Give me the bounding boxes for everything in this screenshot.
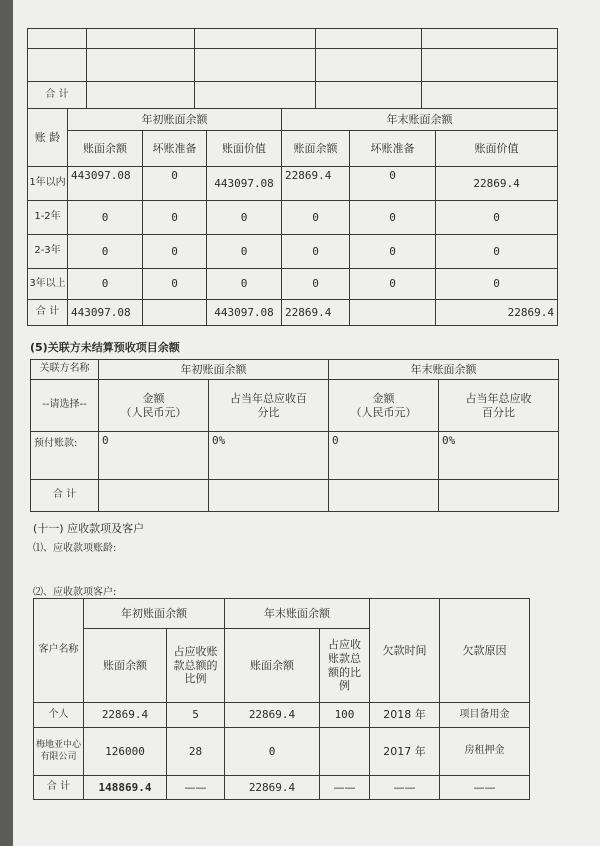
rp-begin-group: 年初账面余额 — [99, 360, 329, 380]
col-bad-debt: 坏账准备 — [350, 131, 436, 167]
party-select-dropdown[interactable]: --请选择-- — [31, 380, 99, 432]
table-row: 预付账款: 0 0% 0 0% — [31, 432, 559, 480]
aging-table — [27, 108, 558, 326]
amount-unit: （人民币元） — [350, 405, 417, 419]
pct-label-cont: 百分比 — [482, 405, 515, 419]
table-row: 2-3年 0 0 0 0 0 0 — [28, 235, 558, 269]
table-total-row: 合 计 — [31, 480, 559, 512]
prepaid-label: 预付账款: — [31, 432, 99, 480]
section-11-heading: (十一) 应收款项及客户 — [33, 522, 145, 535]
age-header: 账 龄 — [28, 109, 68, 167]
table-row: 3年以上 0 0 0 0 0 0 — [28, 269, 558, 300]
amount-label: 金额 — [142, 391, 165, 405]
col-book-balance: 账面余额 — [68, 131, 143, 167]
debt-reason-header: 欠款原因 — [440, 599, 530, 703]
top-total-label: 合 计 — [28, 82, 87, 109]
debt-time-header: 欠款时间 — [370, 599, 440, 703]
pct-label: 占当年总应收 — [465, 391, 532, 405]
aging-begin-group: 年初账面余额 — [68, 109, 282, 131]
cust-end-group: 年末账面余额 — [225, 599, 370, 629]
ratio-header-line: 款总额的 — [173, 658, 218, 672]
ratio-header-line: 额的比 — [328, 665, 361, 679]
table-row: 梅地亚中心有限公司 126000 28 0 2017 年 房租押金 — [34, 728, 530, 776]
table-total-row: 合 计 443097.08 443097.08 22869.4 22869.4 — [28, 300, 558, 326]
table-row: 1-2年 0 0 0 0 0 0 — [28, 201, 558, 235]
table-row: 个人 22869.4 5 22869.4 100 2018 年 项目备用金 — [34, 703, 530, 728]
ratio-header-line: 账款总 — [328, 651, 361, 665]
customer-name-header: 客户名称 — [34, 599, 84, 703]
ratio-header-line: 占应收账 — [173, 644, 218, 658]
table-row: 1年以内 443097.08 0 443097.08 22869.4 0 22869.4 — [28, 167, 558, 201]
col-bad-debt: 坏账准备 — [143, 131, 207, 167]
customer-subheading: ⑵、应收款项客户: — [33, 587, 117, 598]
ratio-header-line: 占应收 — [328, 638, 361, 651]
cust-begin-group: 年初账面余额 — [84, 599, 225, 629]
pct-label: 占当年总应收百 — [230, 391, 307, 405]
section-5-heading: (5)关联方未结算预收项目余额 — [30, 341, 180, 354]
rp-end-group: 年末账面余额 — [329, 360, 559, 380]
book-balance-header: 账面余额 — [84, 629, 167, 703]
top-table — [27, 28, 558, 109]
ratio-header-line: 例 — [339, 679, 350, 693]
customer-table — [33, 598, 530, 800]
aging-subheading: ⑴、应收款项账龄: — [33, 543, 117, 554]
col-book-value: 账面价值 — [436, 131, 558, 167]
col-book-balance: 账面余额 — [282, 131, 350, 167]
col-book-value: 账面价值 — [207, 131, 282, 167]
pct-label-cont: 分比 — [257, 405, 280, 419]
related-party-table — [30, 359, 559, 512]
aging-end-group: 年末账面余额 — [282, 109, 558, 131]
party-name-label: 关联方名称 — [31, 360, 99, 380]
ratio-header-line: 比例 — [184, 672, 207, 686]
amount-label: 金额 — [372, 391, 395, 405]
table-total-row: 合 计 148869.4 —— 22869.4 —— —— —— — [34, 776, 530, 800]
amount-unit: （人民币元） — [120, 405, 187, 419]
book-balance-header: 账面余额 — [225, 629, 320, 703]
